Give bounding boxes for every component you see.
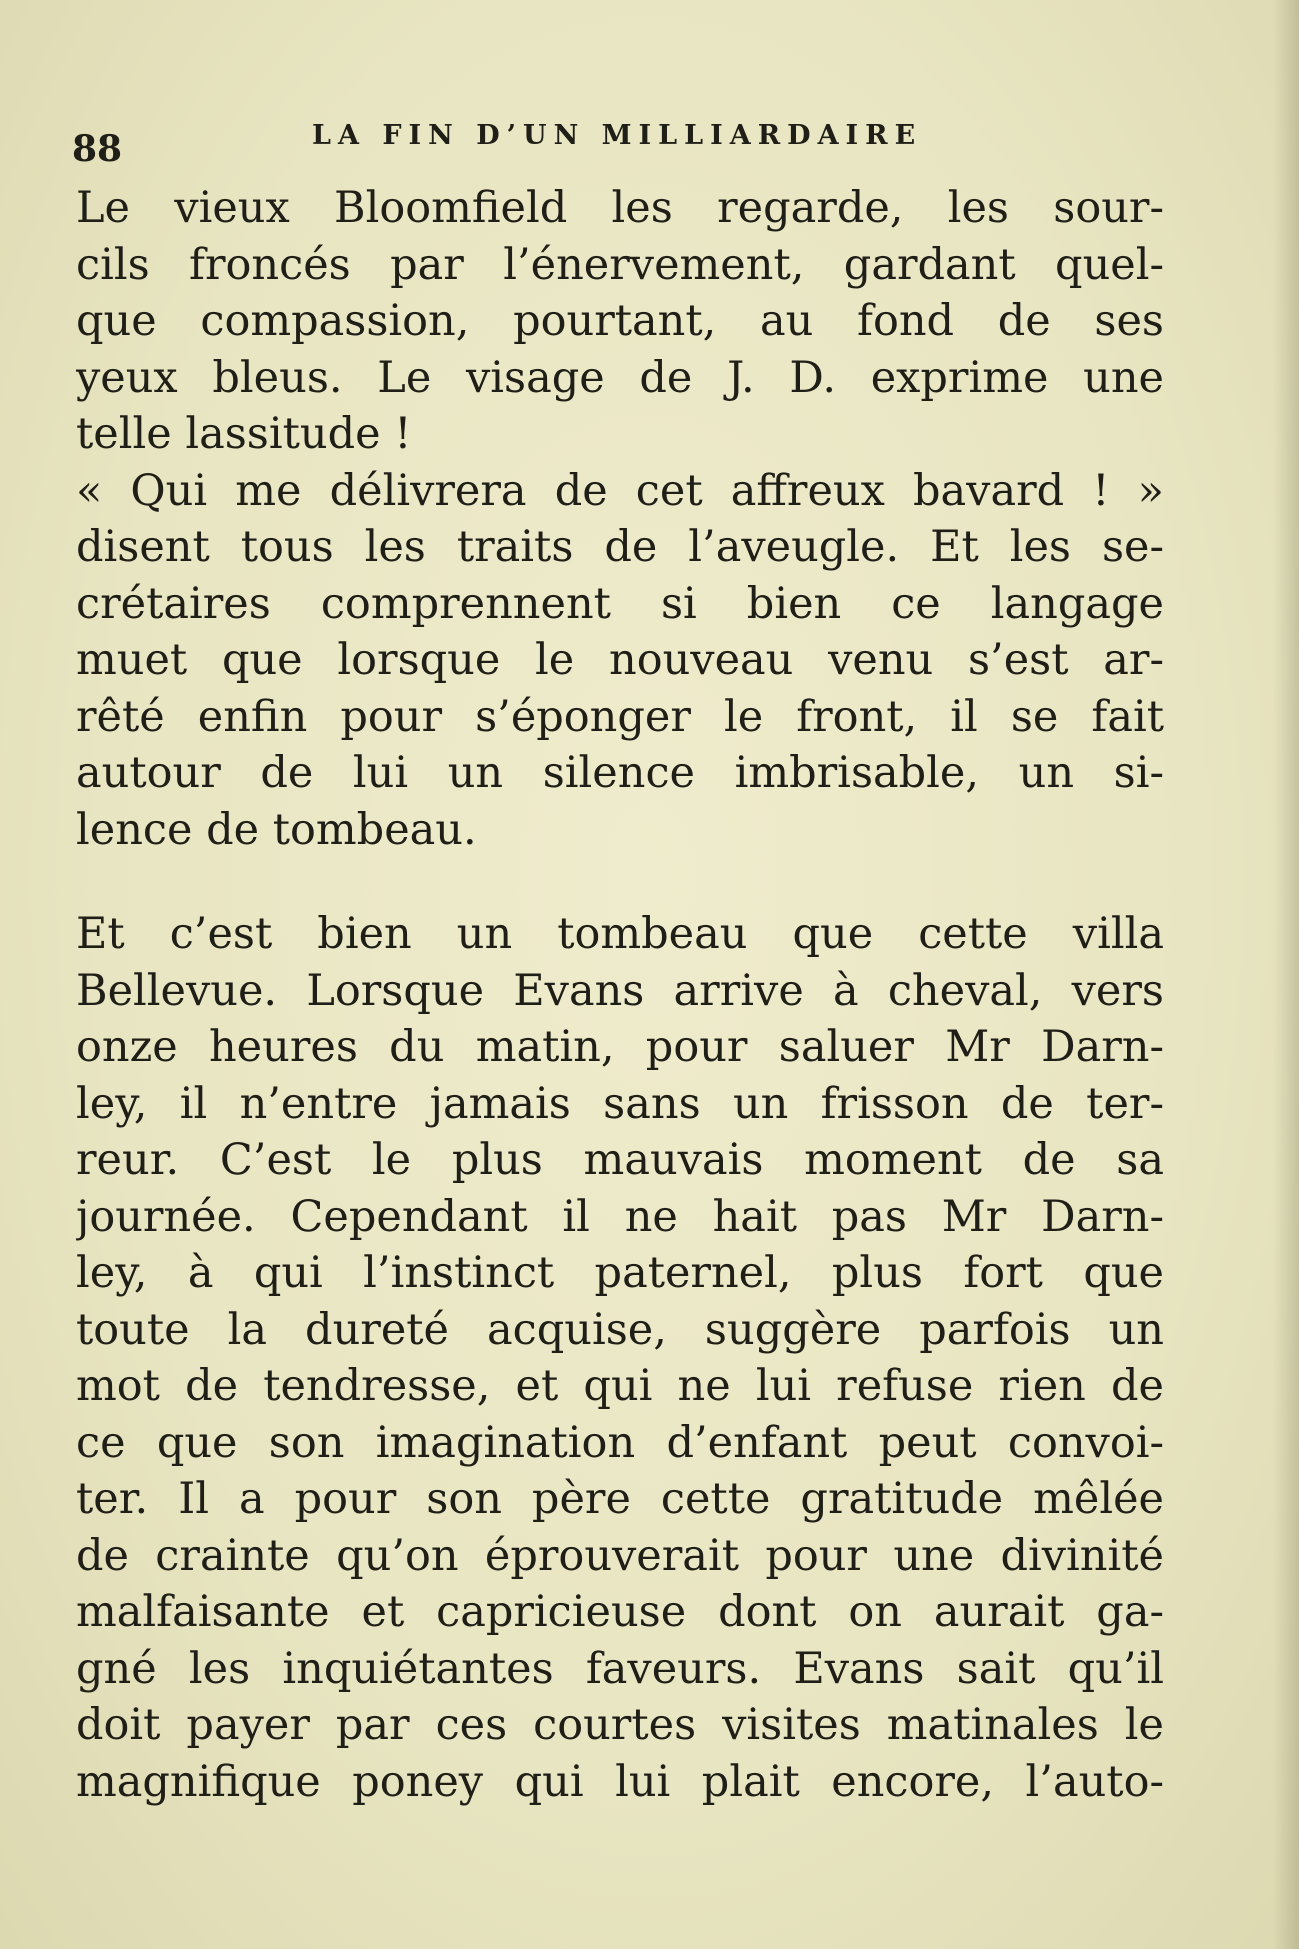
page-edge-shadow (1273, 0, 1299, 1949)
text-line: muet que lorsque le nouveau venu s’est ar- (76, 635, 1164, 685)
text-line: de crainte qu’on éprouverait pour une divinité (76, 1530, 1164, 1581)
text-line: rêté enfin pour s’éponger le front, il se fait (76, 691, 1164, 742)
text-line: ley, à qui l’instinct paternel, plus fort que (76, 1248, 1164, 1298)
page-header (72, 108, 1172, 168)
body-text-section-1 (76, 180, 1164, 858)
text-line: telle lassitude ! (76, 409, 412, 459)
text-line: toute la dureté acquise, suggère parfois un (76, 1304, 1164, 1355)
text-line: gné les inquiétantes faveurs. Evans sait qu’il (76, 1643, 1164, 1694)
text-line: Et c’est bien un tombeau que cette villa (76, 909, 1164, 959)
text-line: Le vieux Bloomfield les regarde, les sour- (76, 183, 1164, 233)
text-line: mot de tendresse, et qui ne lui refuse rien de (76, 1361, 1164, 1411)
text-line: que compassion, pourtant, au fond de ses (76, 296, 1164, 346)
text-line: « Qui me délivrera de cet affreux bavard ! » (76, 465, 1164, 516)
text-line: reur. C’est le plus mauvais moment de sa (76, 1135, 1164, 1185)
text-line: magnifique poney qui lui plait encore, l’auto- (76, 1756, 1164, 1807)
paragraph-2 (76, 463, 1164, 859)
text-line: malfaisante et capricieuse dont on aurait ga- (76, 1587, 1164, 1637)
text-line: ter. Il a pour son père cette gratitude mêlée (76, 1474, 1164, 1524)
body-text-section-2 (76, 906, 1164, 1810)
text-line: cils froncés par l’énervement, gardant quel- (76, 239, 1164, 290)
text-line: ley, il n’entre jamais sans un frisson de ter- (76, 1078, 1164, 1129)
text-line: autour de lui un silence imbrisable, un si- (76, 748, 1164, 798)
text-line: yeux bleus. Le visage de J. D. exprime une (76, 352, 1164, 403)
text-line: Bellevue. Lorsque Evans arrive à cheval, vers (76, 965, 1164, 1016)
paragraph-3 (76, 906, 1164, 1810)
text-line: ce que son imagination d’enfant peut convoi- (76, 1417, 1164, 1468)
text-line: lence de tombeau. (76, 804, 477, 855)
text-line: onze heures du matin, pour saluer Mr Darn- (76, 1022, 1164, 1072)
text-line: doit payer par ces courtes visites matinales le (76, 1700, 1164, 1750)
paragraph-1 (76, 180, 1164, 463)
running-title: LA FIN D’UN MILLIARDAIRE (312, 120, 923, 151)
text-line: crétaires comprennent si bien ce langage (76, 578, 1164, 629)
text-line: journée. Cependant il ne hait pas Mr Darn- (76, 1191, 1164, 1242)
text-line: disent tous les traits de l’aveugle. Et les se- (76, 522, 1164, 572)
page-number: 88 (72, 128, 123, 170)
